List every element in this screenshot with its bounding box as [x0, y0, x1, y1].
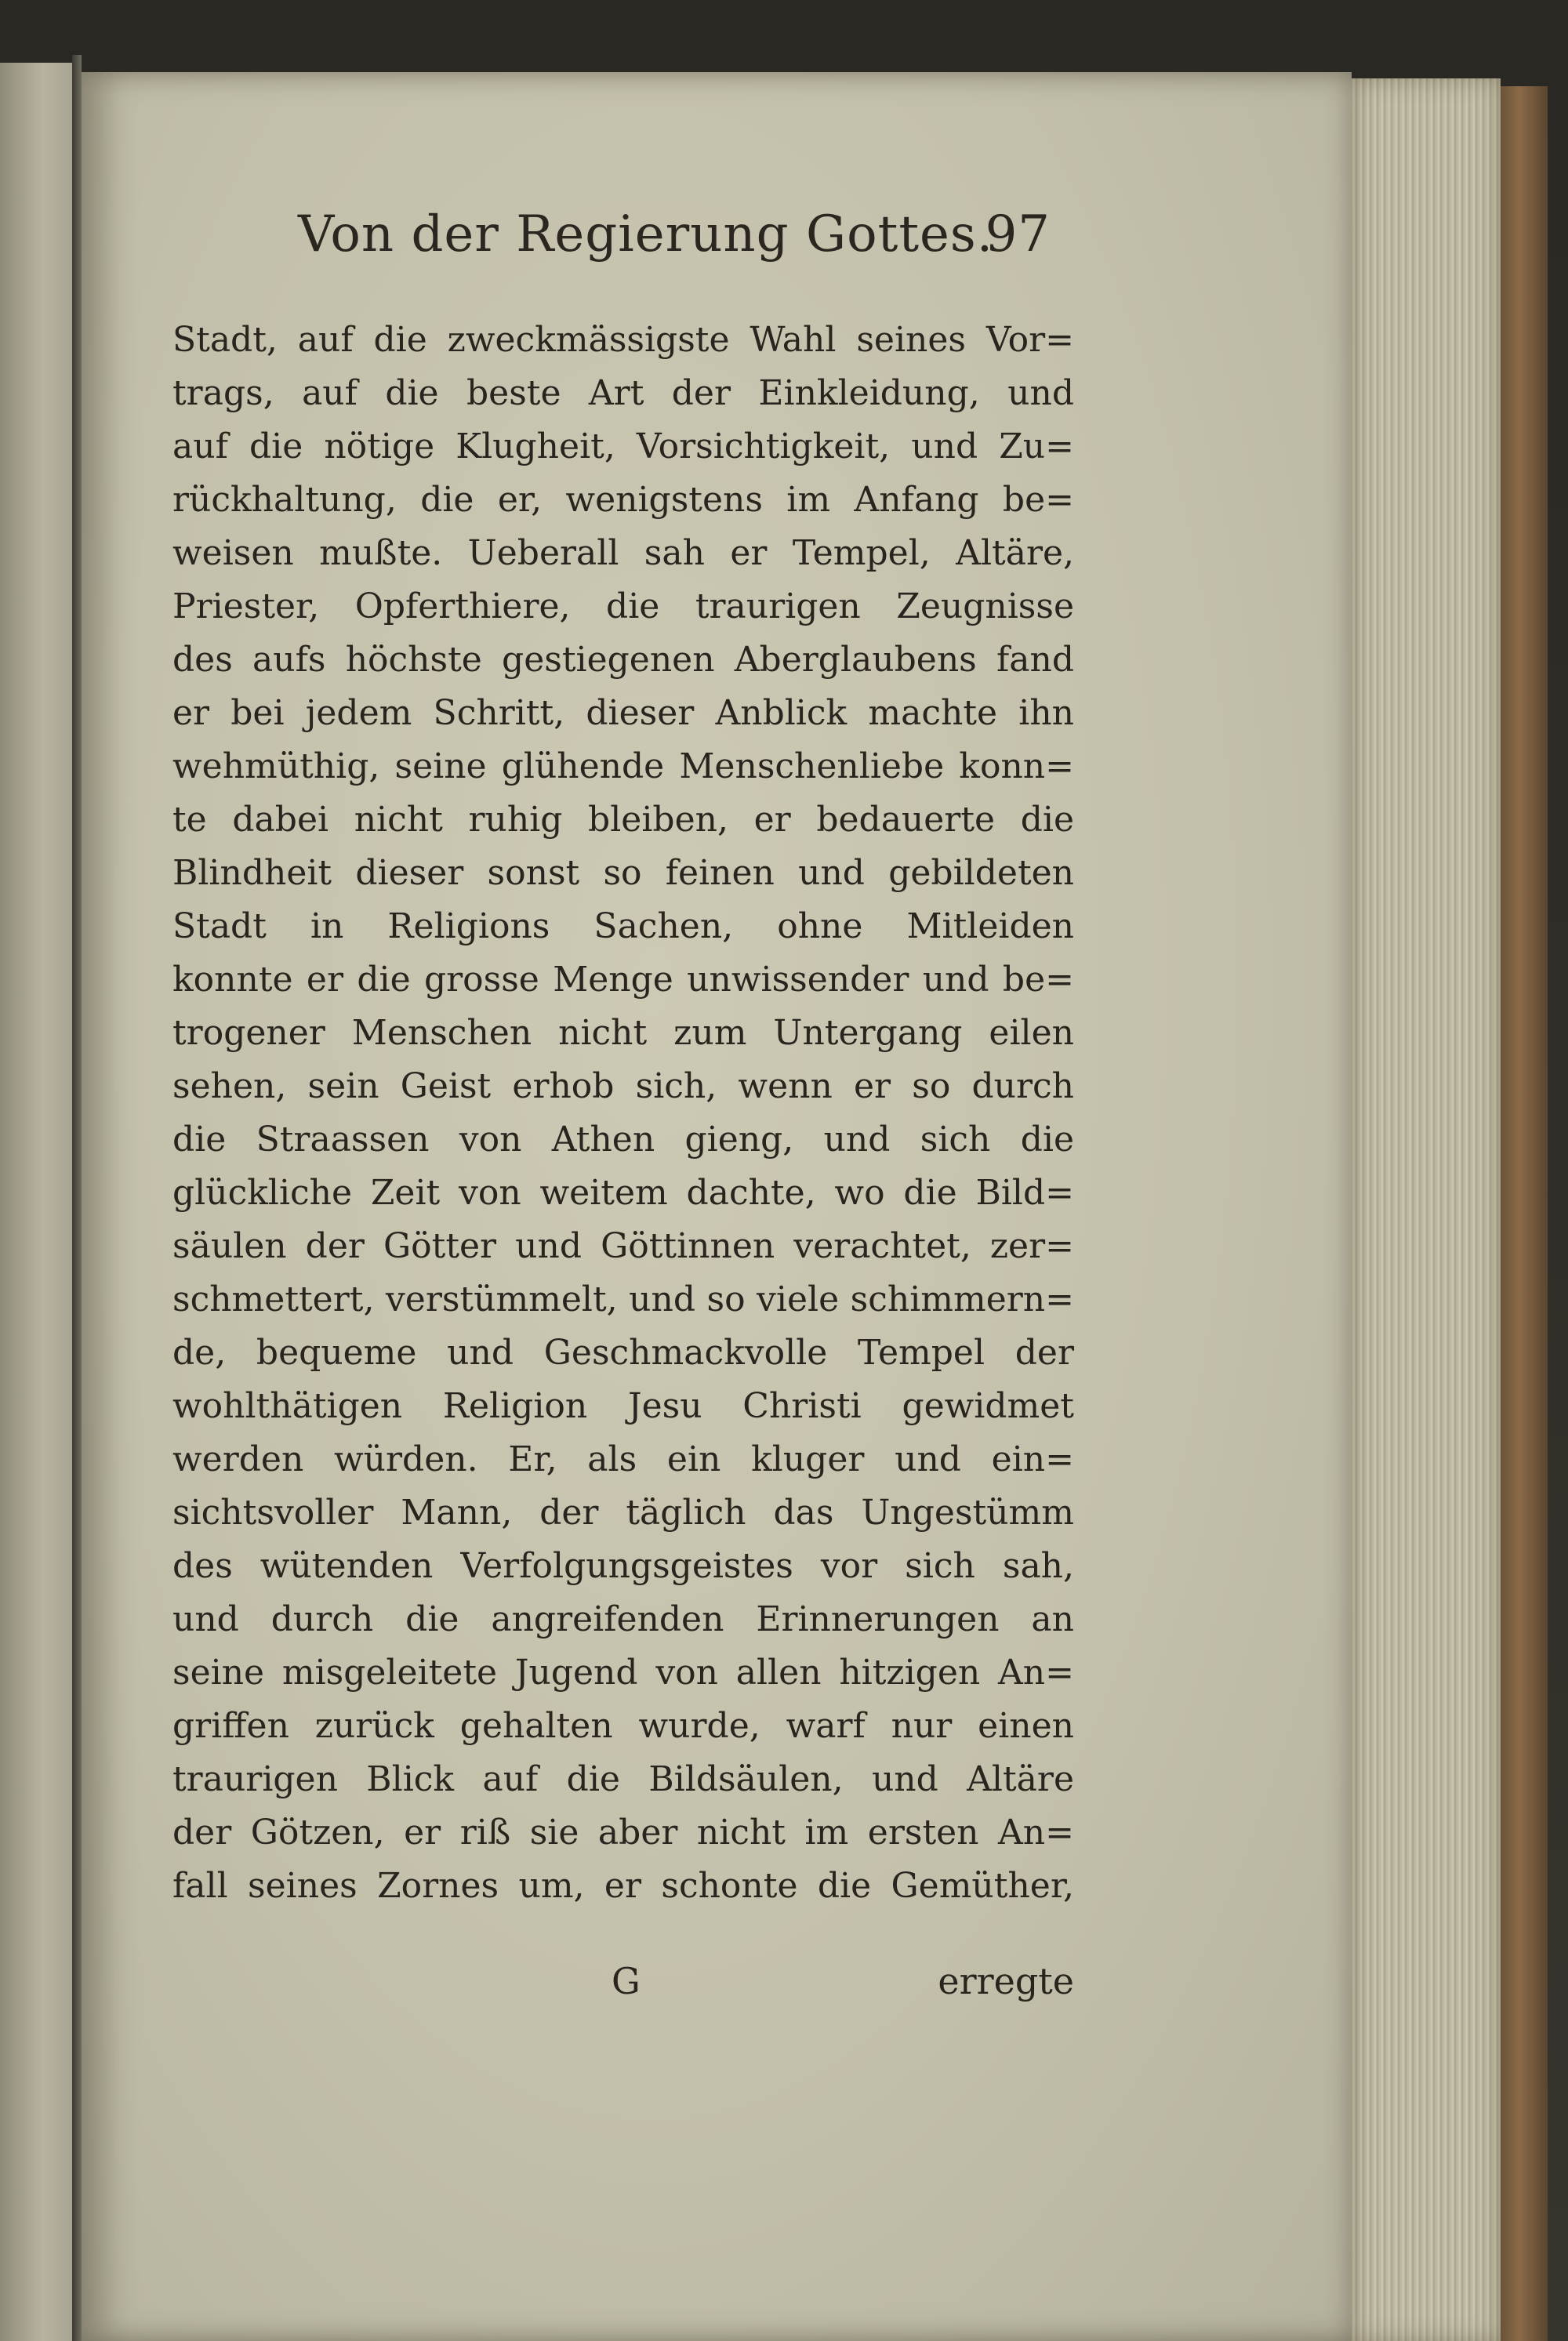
text-line: rückhaltung, die er, wenigstens im Anfang be=: [172, 480, 1074, 520]
text-line: wehmüthig, seine glühende Menschenliebe konn=: [172, 746, 1074, 786]
text-line: und durch die angreifenden Erinnerungen an: [172, 1599, 1074, 1639]
running-title: Von der Regierung Gottes.: [298, 205, 994, 263]
text-line: auf die nötige Klugheit, Vorsichtigkeit, und Zu=: [172, 426, 1074, 466]
text-line: fall seines Zornes um, er schonte die Gemüther,: [172, 1866, 1074, 1906]
text-line: trags, auf die beste Art der Einkleidung, und: [172, 373, 1074, 413]
text-line: Stadt, auf die zweckmässigste Wahl seines Vor=: [172, 320, 1074, 360]
book-cover-edge: [1501, 86, 1548, 2341]
left-page-edge: [0, 63, 74, 2341]
text-line: sehen, sein Geist erhob sich, wenn er so durch: [172, 1066, 1074, 1106]
text-line: die Straassen von Athen gieng, und sich die: [172, 1120, 1074, 1160]
text-line: sichtsvoller Mann, der täglich das Ungestümm: [172, 1493, 1074, 1533]
signature-mark: G: [612, 1960, 641, 2002]
text-line: wohlthätigen Religion Jesu Christi gewidmet: [172, 1386, 1074, 1426]
text-line: de, bequeme und Geschmackvolle Tempel der: [172, 1333, 1074, 1373]
text-line: traurigen Blick auf die Bildsäulen, und Altäre: [172, 1759, 1074, 1799]
text-line: der Götzen, er riß sie aber nicht im ersten An=: [172, 1813, 1074, 1853]
text-line: schmettert, verstümmelt, und so viele schimmern=: [172, 1279, 1074, 1319]
text-line: Blindheit dieser sonst so feinen und gebildeten: [172, 853, 1074, 893]
text-line: seine misgeleitete Jugend von allen hitzigen An=: [172, 1653, 1074, 1693]
text-line: des aufs höchste gestiegenen Aberglaubens fand: [172, 640, 1074, 680]
page-footer: [172, 1960, 1074, 2015]
book-gutter: [72, 55, 82, 2341]
text-line: er bei jedem Schritt, dieser Anblick machte ihn: [172, 693, 1074, 733]
text-line: konnte er die grosse Menge unwissender und be=: [172, 960, 1074, 1000]
body-text: [172, 314, 1074, 1913]
text-line: werden würden. Er, als ein kluger und ein=: [172, 1439, 1074, 1479]
text-line: glückliche Zeit von weitem dachte, wo die Bild=: [172, 1173, 1074, 1213]
text-line: des wütenden Verfolgungsgeistes vor sich sah,: [172, 1546, 1074, 1586]
text-line: weisen mußte. Ueberall sah er Tempel, Altäre,: [172, 533, 1074, 573]
text-line: säulen der Götter und Göttinnen verachtet, zer=: [172, 1226, 1074, 1266]
text-line: trogener Menschen nicht zum Untergang eilen: [172, 1013, 1074, 1053]
text-line: Stadt in Religions Sachen, ohne Mitleiden: [172, 906, 1074, 946]
text-line: griffen zurück gehalten wurde, warf nur einen: [172, 1706, 1074, 1746]
catchword: erregte: [938, 1960, 1074, 2002]
page-number: 97: [985, 205, 1051, 263]
text-line: te dabei nicht ruhig bleiben, er bedauerte die: [172, 800, 1074, 840]
page-block-edge: [1352, 78, 1501, 2341]
text-line: Priester, Opferthiere, die traurigen Zeugnisse: [172, 586, 1074, 626]
running-header: [298, 205, 1082, 276]
